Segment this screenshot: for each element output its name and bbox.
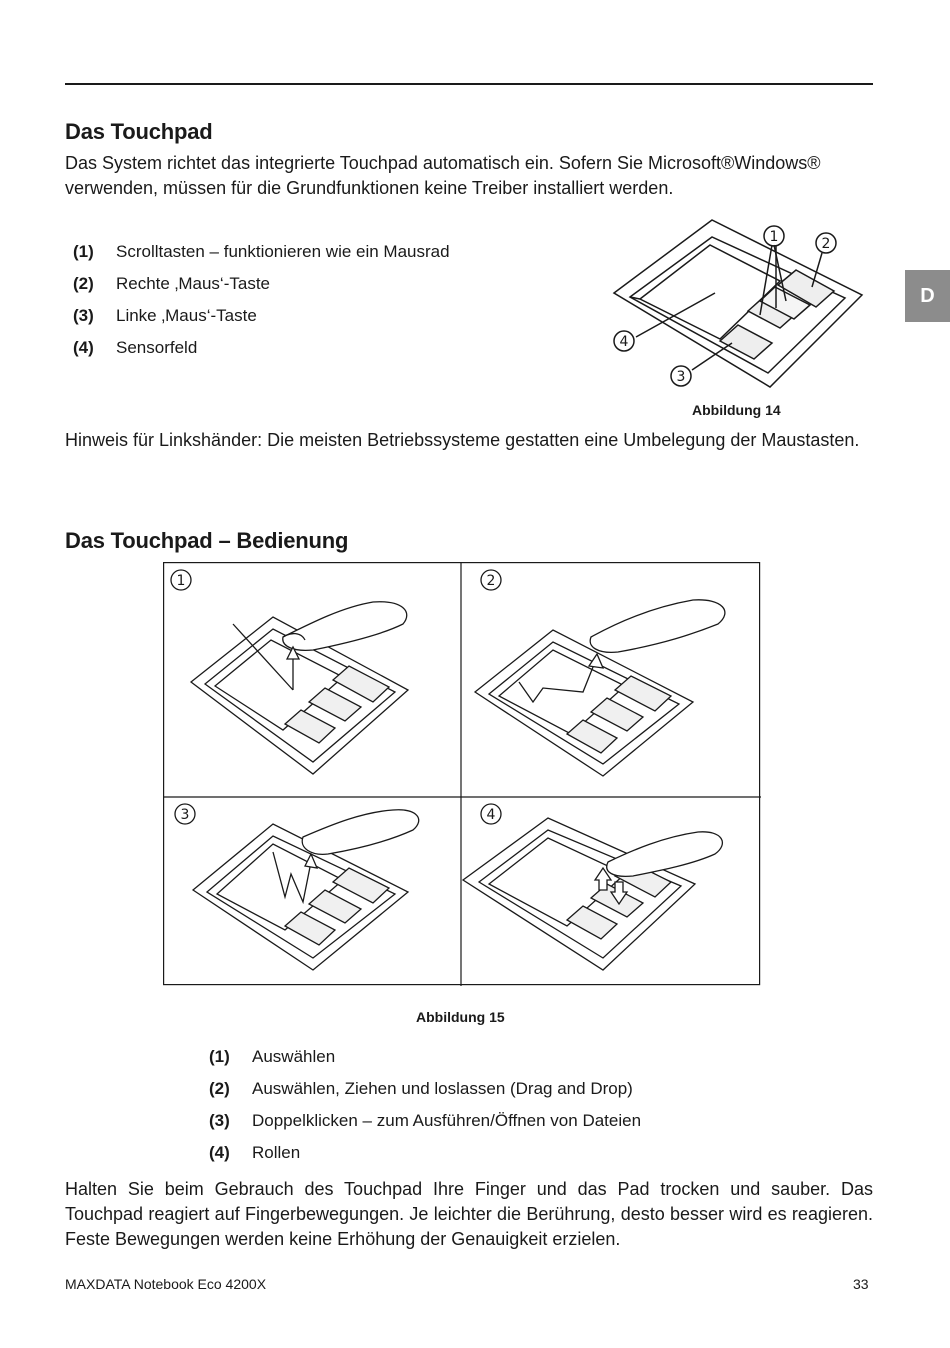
usage-panel-scroll xyxy=(463,804,722,970)
section-title-touchpad: Das Touchpad xyxy=(65,119,213,144)
list-item-number: (4) xyxy=(209,1143,230,1162)
panel-number: 4 xyxy=(486,807,496,823)
usage-panel-drag-drop xyxy=(475,570,725,776)
list-item-text: Sensorfeld xyxy=(116,338,198,357)
list-item-number: (3) xyxy=(209,1111,230,1130)
header-rule xyxy=(65,83,873,85)
list-item-text: Linke ‚Maus‘-Taste xyxy=(116,306,257,325)
list-item-number: (2) xyxy=(73,274,94,293)
closing-paragraph: Halten Sie beim Gebrauch des Touchpad Ihre Finger und das Pad trocken und sauber. Das Touchpad reagiert auf Fingerbewegungen. Je leichter die Berührung, desto besser wird es reagieren. Feste Bewegungen werden keine Erhöhung der Genauigkeit erzielen. xyxy=(65,1179,873,1249)
panel-number: 3 xyxy=(180,807,190,823)
intro-line-1: Das System richtet das integrierte Touchpad automatisch ein. Sofern Sie Microsoft®Windows® xyxy=(65,153,821,173)
touchpad-diagram xyxy=(600,215,880,395)
callout-number: 3 xyxy=(676,369,686,385)
intro-line-2: verwenden, müssen für die Grundfunktionen keine Treiber installiert werden. xyxy=(65,178,674,198)
list-item-number: (1) xyxy=(73,242,94,261)
list-item-text: Auswählen, Ziehen und loslassen (Drag and Drop) xyxy=(252,1079,633,1098)
usage-panel-select xyxy=(171,570,408,774)
callout-number: 4 xyxy=(619,334,629,350)
list-item-text: Auswählen xyxy=(252,1047,336,1066)
left-hander-note: Hinweis für Linkshänder: Die meisten Betriebssysteme gestatten eine Umbelegung der Maustasten. xyxy=(65,430,860,450)
list-item-text: Rechte ‚Maus‘-Taste xyxy=(116,274,271,293)
figure-caption-14: Abbildung 14 xyxy=(692,402,781,418)
touchpad-usage-diagram xyxy=(163,562,761,986)
list-item-number: (4) xyxy=(73,338,94,357)
finger-icon xyxy=(283,602,407,651)
finger-icon xyxy=(607,832,723,877)
finger-icon xyxy=(590,600,725,653)
callout-number: 1 xyxy=(769,229,779,245)
callout-number: 2 xyxy=(821,236,831,252)
list-item-text: Doppelklicken – zum Ausführen/Öffnen von Dateien xyxy=(252,1111,642,1130)
page-number: 33 xyxy=(853,1276,869,1292)
language-tab: D xyxy=(905,270,950,322)
figure-caption-15: Abbildung 15 xyxy=(416,1009,505,1025)
section-title-operation: Das Touchpad – Bedienung xyxy=(65,528,349,553)
list-item-text: Scrolltasten – funktionieren wie ein Mausrad xyxy=(116,242,450,261)
list-item-number: (2) xyxy=(209,1079,230,1098)
usage-panel-double-click xyxy=(175,804,419,970)
list-item-number: (1) xyxy=(209,1047,230,1066)
footer-product: MAXDATA Notebook Eco 4200X xyxy=(65,1276,267,1292)
panel-number: 1 xyxy=(176,573,186,589)
finger-icon xyxy=(302,810,418,855)
list-item-text: Rollen xyxy=(252,1143,301,1162)
list-item-number: (3) xyxy=(73,306,94,325)
panel-number: 2 xyxy=(486,573,496,589)
